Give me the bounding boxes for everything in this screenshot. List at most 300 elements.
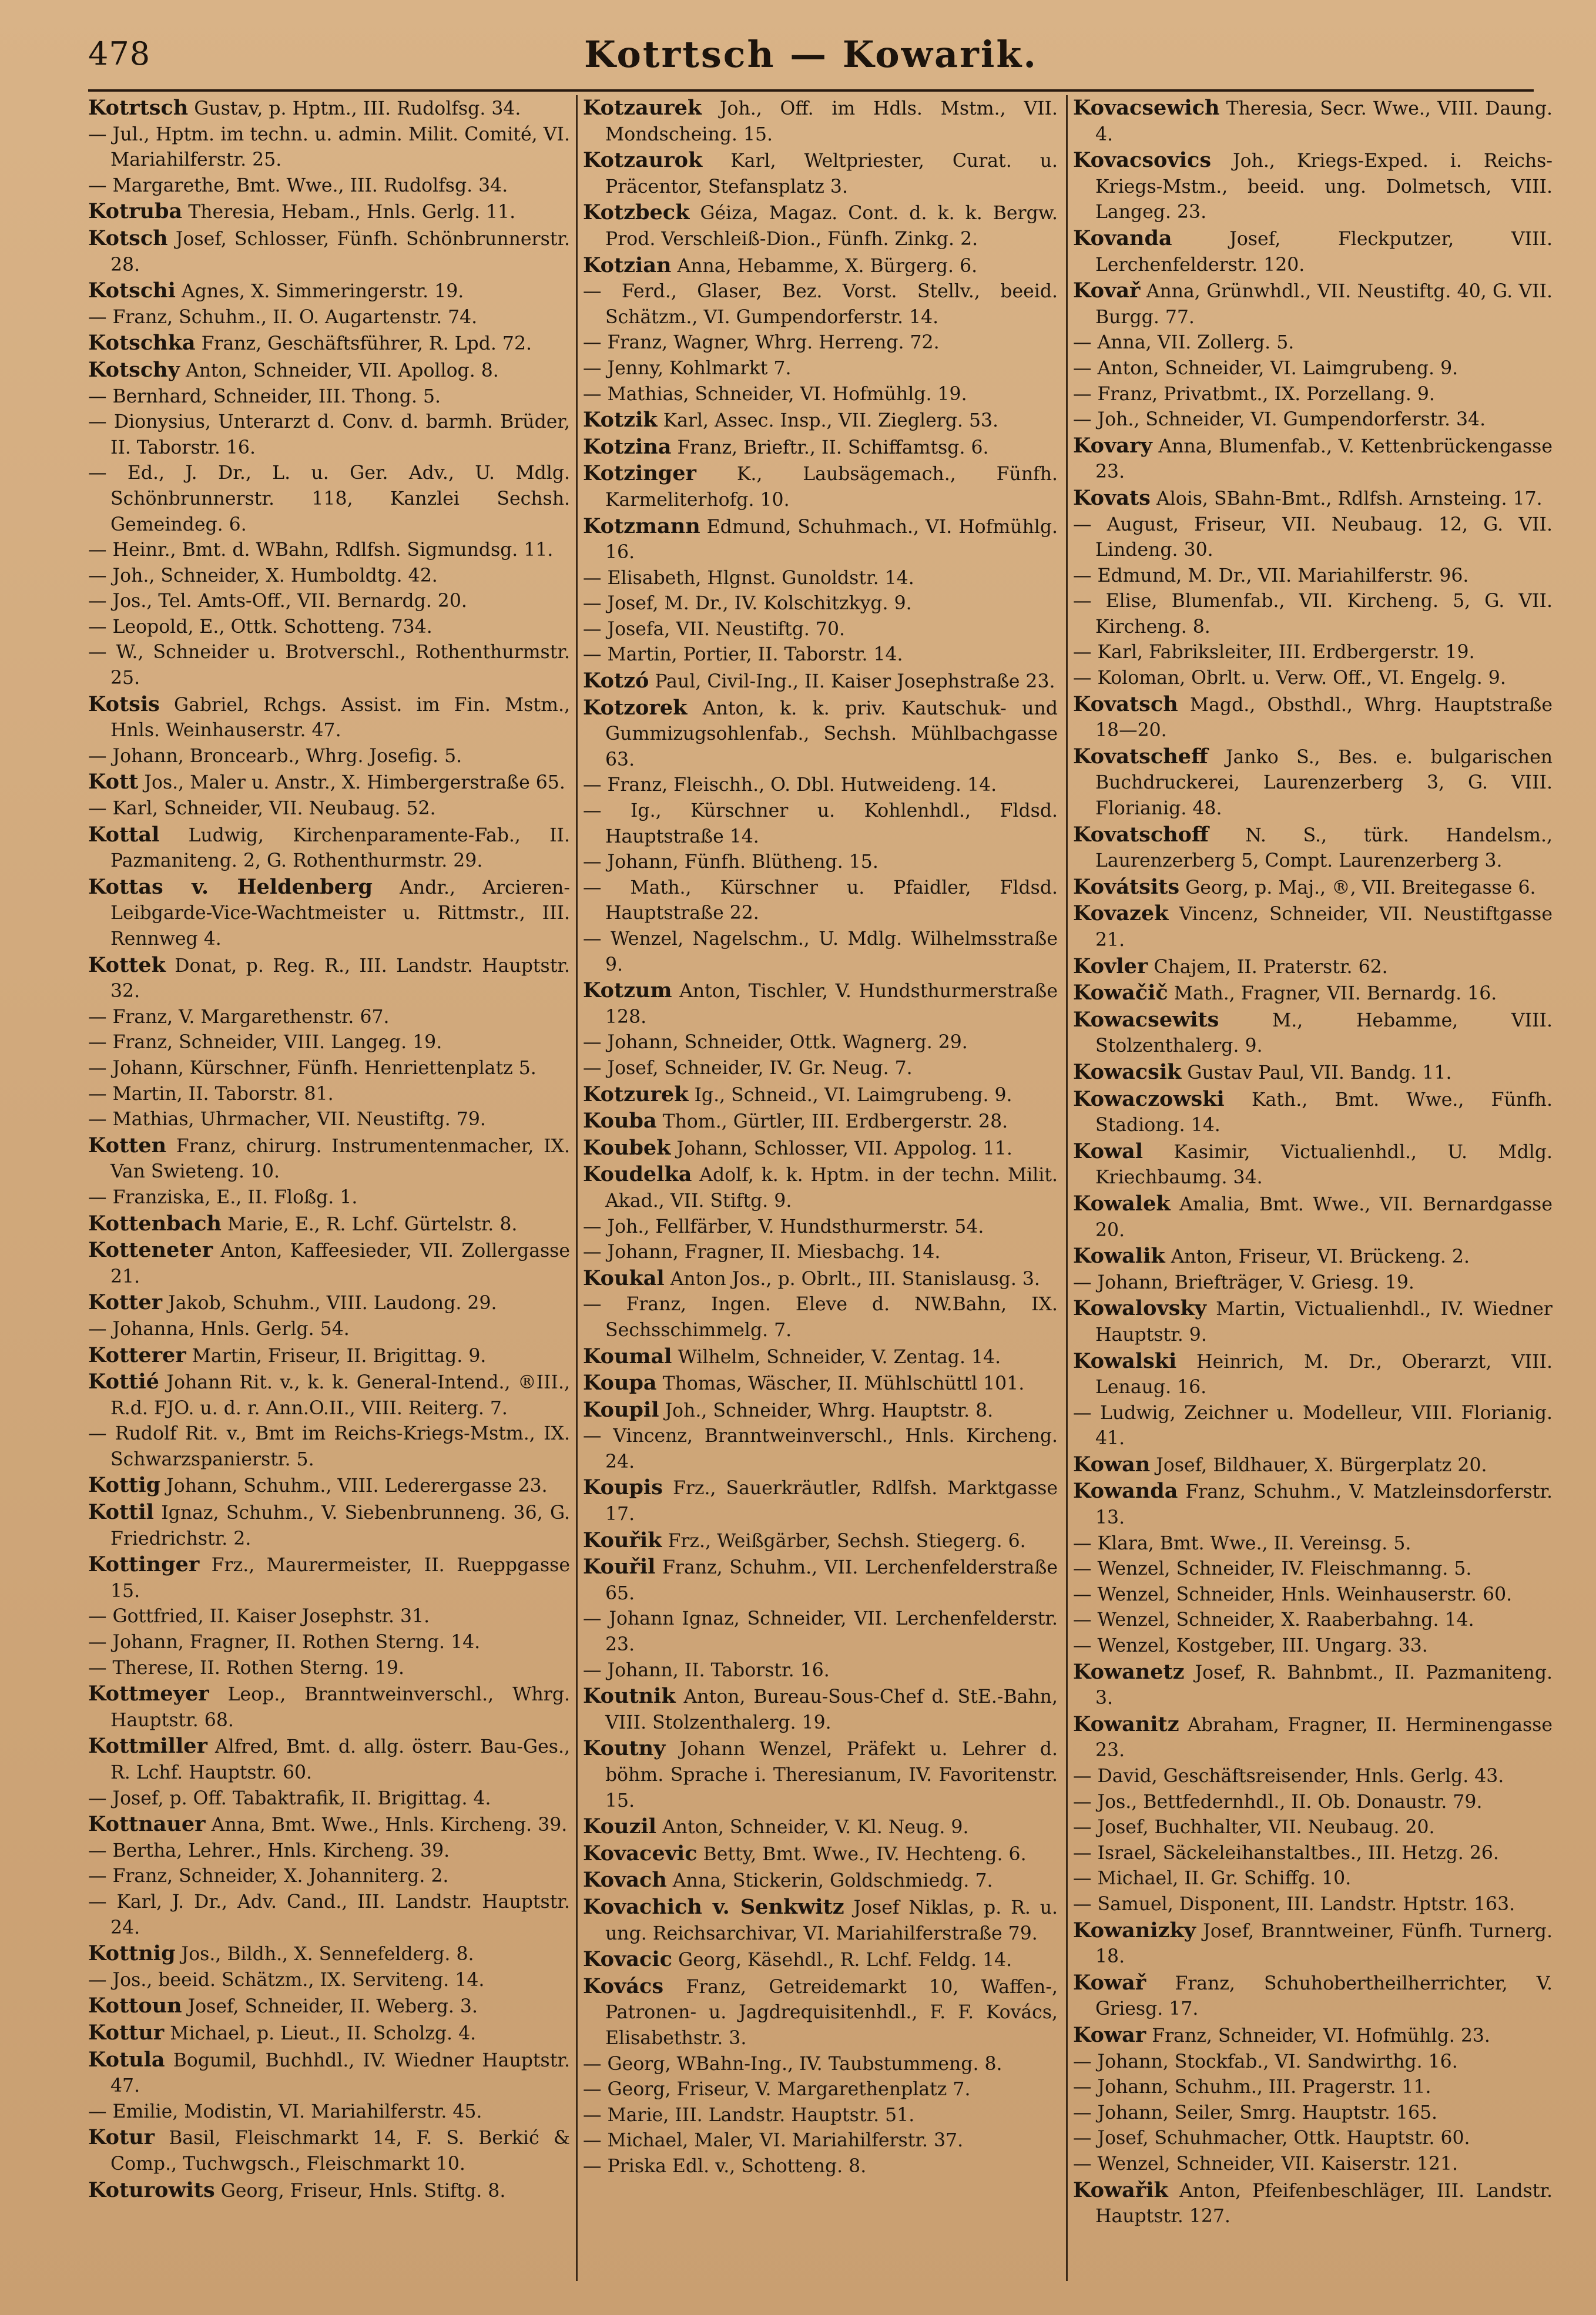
directory-entry — [1073, 278, 1553, 330]
directory-entry — [583, 617, 1058, 643]
entry-details: Math., Fragner, VII. Bernardg. 16. — [1168, 983, 1497, 1005]
entry-surname: Kotterer — [88, 1343, 186, 1367]
directory-entry — [583, 978, 1058, 1030]
entry-details: — Franz, Schuhm., II. O. Augartenstr. 74. — [88, 306, 478, 328]
entry-details: Theresia, Secr. Wwe., VIII. Daung. 4. — [1095, 98, 1553, 145]
directory-entry — [88, 2099, 570, 2125]
directory-entry — [88, 1968, 570, 1994]
entry-surname: Kouzil — [583, 1814, 656, 1839]
entry-surname: Kowar — [1073, 2022, 1146, 2047]
entry-details: Georg, Käsehdl., R. Lchf. Feldg. 14. — [672, 1950, 1012, 1971]
entry-details: Johann, Schlosser, VII. Appolog. 11. — [670, 1138, 1012, 1159]
directory-entry — [88, 692, 570, 744]
directory-entry — [583, 253, 1058, 280]
entry-details: — Ig., Kürschner u. Kohlenhdl., Fldsd. Hauptstraße 14. — [583, 800, 1058, 847]
directory-entry — [583, 1974, 1058, 2052]
entry-details: — Mathias, Uhrmacher, VII. Neustiftg. 79. — [88, 1109, 486, 1130]
directory-entry — [1073, 1531, 1553, 1557]
directory-entry — [583, 1030, 1058, 1056]
directory-entry — [583, 1397, 1058, 1424]
directory-entry — [88, 1890, 570, 1941]
entry-surname: Kottek — [88, 952, 166, 977]
entry-details: Anton, Pfeifenbeschläger, III. Landstr. Hauptstr. 127. — [1095, 2180, 1553, 2227]
directory-entry — [1073, 382, 1553, 408]
directory-entry — [583, 1867, 1058, 1894]
entry-details: — Johann, Schuhm., III. Pragerstr. 11. — [1073, 2076, 1431, 2098]
entry-details: — Josef, M. Dr., IV. Kolschitzkyg. 9. — [583, 593, 912, 615]
directory-entry — [1073, 433, 1553, 485]
directory-entry — [88, 226, 570, 278]
directory-entry — [88, 1681, 570, 1733]
directory-entry — [583, 200, 1058, 252]
directory-entry — [88, 1552, 570, 1604]
entry-details: Betty, Bmt. Wwe., IV. Hechteng. 6. — [697, 1843, 1027, 1865]
entry-surname: Kottig — [88, 1473, 161, 1498]
entry-details: — Johann, Seiler, Smrg. Hauptstr. 165. — [1073, 2102, 1438, 2123]
column-3 — [1073, 95, 1553, 2281]
directory-entry — [583, 514, 1058, 566]
directory-entry — [1073, 2152, 1553, 2178]
entry-surname: Kowal — [1073, 1139, 1144, 1163]
directory-entry — [88, 640, 570, 691]
entry-details: — Anton, Schneider, VI. Laimgrubeng. 9. — [1073, 357, 1458, 379]
entry-details: — W., Schneider u. Brotverschl., Rothenthurmstr. 25. — [88, 642, 570, 689]
directory-entry — [583, 382, 1058, 408]
directory-entry — [583, 1475, 1058, 1527]
directory-entry — [88, 952, 570, 1005]
entry-details: Gabriel, Rchgs. Assist. im Fin. Mstm., Hnls. Weinhauserstr. 47. — [110, 694, 570, 742]
entry-details: — Gottfried, II. Kaiser Josephstr. 31. — [88, 1606, 430, 1628]
directory-entry — [583, 591, 1058, 617]
entry-details: Abraham, Fragner, II. Herminengasse 23. — [1095, 1714, 1553, 1762]
entry-details: Frz., Maurermeister, II. Rueppgasse 15. — [110, 1555, 570, 1602]
column-1 — [88, 95, 570, 2281]
entry-details: — Elise, Blumenfab., VII. Kircheng. 5, G. VII. Kircheng. 8. — [1073, 591, 1553, 638]
directory-entry — [583, 1606, 1058, 1658]
entry-details: Georg, Friseur, Hnls. Stiftg. 8. — [214, 2180, 506, 2202]
directory-entry — [1073, 822, 1553, 874]
entry-surname: Kotschy — [88, 357, 180, 382]
directory-entry — [88, 615, 570, 640]
entry-surname: Kottur — [88, 2020, 165, 2045]
entry-details: Kath., Bmt. Wwe., Fünfh. Stadiong. 14. — [1095, 1089, 1553, 1136]
entry-details: Franz, Getreidemarkt 10, Waffen-, Patronen- u. Jagdrequisitenhdl., F. F. Kovács, Elisabethstr. 3. — [605, 1976, 1058, 2049]
directory-entry — [1073, 1970, 1553, 2022]
directory-entry — [1073, 2101, 1553, 2126]
directory-entry — [583, 330, 1058, 356]
entry-details: Anton, Schneider, VII. Apollog. 8. — [179, 360, 499, 381]
entry-details: Vincenz, Schneider, VII. Neustiftgasse 21. — [1095, 904, 1553, 951]
entry-details: Anton, Tischler, V. Hundsthurmerstraße 128. — [605, 981, 1058, 1028]
entry-details: Josef, Schlosser, Fünfh. Schönbrunnerstr. 28. — [110, 228, 570, 276]
directory-entry — [583, 773, 1058, 798]
entry-surname: Koukal — [583, 1266, 665, 1290]
page-title: Kotrtsch — Kowarik. — [584, 33, 1038, 76]
directory-entry — [88, 1030, 570, 1056]
directory-entry — [88, 1499, 570, 1552]
entry-details: Paul, Civil-Ing., II. Kaiser Josephstraße 23. — [649, 671, 1055, 693]
directory-entry — [88, 410, 570, 461]
directory-entry — [1073, 95, 1553, 147]
directory-entry — [583, 1736, 1058, 1814]
directory-entry — [1073, 1892, 1553, 1918]
directory-entry — [583, 1814, 1058, 1841]
entry-surname: Koubek — [583, 1135, 671, 1160]
directory-entry — [1073, 2178, 1553, 2230]
directory-entry — [88, 199, 570, 226]
directory-entry — [1073, 1633, 1553, 1659]
directory-entry — [88, 1133, 570, 1185]
directory-entry — [583, 1370, 1058, 1397]
entry-details: — Josef, Buchhalter, VII. Neubaug. 20. — [1073, 1817, 1435, 1838]
entry-details: Martin, Victualienhdl., IV. Wiedner Hauptstr. 9. — [1095, 1299, 1553, 1346]
directory-entry — [88, 1811, 570, 1838]
entry-surname: Kovatsch — [1073, 692, 1178, 716]
entry-details: — Georg, WBahn-Ing., IV. Taubstummeng. 8. — [583, 2053, 1002, 2075]
entry-surname: Kowalik — [1073, 1244, 1165, 1269]
entry-details: — Josef, p. Off. Tabaktrafik, II. Brigittag. 4. — [88, 1787, 491, 1809]
directory-entry — [1073, 1866, 1553, 1892]
entry-surname: Kovacsewich — [1073, 96, 1220, 120]
entry-surname: Kotrtsch — [88, 96, 189, 120]
entry-details: — Josef, Schneider, IV. Gr. Neug. 7. — [583, 1057, 913, 1079]
entry-details: Donat, p. Reg. R., III. Landstr. Hauptstr. 32. — [110, 955, 570, 1002]
directory-entry — [88, 1941, 570, 1968]
entry-details: Franz, Schuhobertheilherrichter, V. Griesg. 17. — [1095, 1972, 1553, 2020]
directory-entry — [583, 1528, 1058, 1555]
entry-details: Franz, Geschäftsführer, R. Lpd. 72. — [195, 333, 532, 355]
directory-entry — [88, 1864, 570, 1890]
directory-entry — [88, 874, 570, 952]
entry-details: Heinrich, M. Dr., Oberarzt, VIII. Lenaug. 16. — [1095, 1351, 1553, 1398]
directory-entry — [88, 1993, 570, 2020]
directory-entry — [583, 1344, 1058, 1371]
directory-entry — [88, 2047, 570, 2099]
entry-details: — Jos., beeid. Schätzm., IX. Serviteng. 14. — [88, 1969, 485, 1991]
entry-details: — Emilie, Modistin, VI. Mariahilferstr. 45. — [88, 2101, 482, 2122]
entry-surname: Kovács — [583, 1974, 664, 1998]
directory-entry — [583, 798, 1058, 850]
directory-entry — [88, 1237, 570, 1290]
entry-details: — Bertha, Lehrer., Hnls. Kircheng. 39. — [88, 1840, 450, 1861]
entry-details: Joh., Off. im Hdls. Mstm., VII. Mondscheing. 15. — [605, 98, 1058, 145]
directory-entry — [1073, 589, 1553, 640]
entry-surname: Kotzaurok — [583, 148, 703, 173]
entry-surname: Kowacsewits — [1073, 1007, 1219, 1032]
entry-details: — Dionysius, Unterarzt d. Conv. d. barmh. Brüder, II. Taborstr. 16. — [88, 411, 570, 458]
entry-details: — Johann, Briefträger, V. Griesg. 19. — [1073, 1271, 1414, 1293]
entry-details: Franz, Schuhm., VII. Lerchenfelderstraße 65. — [605, 1557, 1058, 1604]
directory-entry — [1073, 2075, 1553, 2101]
entry-details: — Johann, Fragner, II. Miesbachg. 14. — [583, 1242, 941, 1263]
entry-details: N. S., türk. Handelsm., Laurenzerberg 5, Compt. Laurenzerberg 3. — [1095, 824, 1553, 872]
entry-details: — Edmund, M. Dr., VII. Mariahilferstr. 96. — [1073, 565, 1469, 586]
entry-details: — Bernhard, Schneider, III. Thong. 5. — [88, 385, 441, 407]
directory-entry — [1073, 512, 1553, 563]
entry-details: Chajem, II. Praterstr. 62. — [1148, 956, 1388, 978]
entry-details: — Leopold, E., Ottk. Schotteng. 734. — [88, 616, 432, 638]
entry-surname: Kovacevic — [583, 1841, 698, 1866]
entry-details: — August, Friseur, VII. Neubaug. 12, G. VII. Lindeng. 30. — [1073, 514, 1553, 561]
entry-details: — Franz, Privatbmt., IX. Porzellang. 9. — [1073, 383, 1435, 405]
directory-entry — [88, 1630, 570, 1656]
entry-surname: Kottié — [88, 1370, 159, 1394]
entry-surname: Kotteneter — [88, 1238, 213, 1263]
entry-surname: Kowaczowski — [1073, 1086, 1225, 1111]
entry-details: — Mathias, Schneider, VI. Hofmühlg. 19. — [583, 383, 967, 405]
directory-entry — [1073, 1918, 1553, 1970]
directory-entry — [1073, 2126, 1553, 2152]
entry-surname: Kovachich v. Senkwitz — [583, 1894, 844, 1919]
entry-details: — Joh., Schneider, X. Humboldtg. 42. — [88, 565, 438, 586]
entry-surname: Kottnig — [88, 1941, 176, 1966]
directory-entry — [583, 2154, 1058, 2180]
directory-entry — [583, 356, 1058, 382]
entry-details: — Wenzel, Kostgeber, III. Ungarg. 33. — [1073, 1635, 1428, 1657]
entry-surname: Koutny — [583, 1736, 666, 1761]
entry-surname: Kovacic — [583, 1947, 672, 1972]
entry-details: — Johann, Fünfh. Blütheng. 15. — [583, 851, 879, 873]
entry-details: — Therese, II. Rothen Sterng. 19. — [88, 1657, 404, 1679]
entry-details: — Michael, II. Gr. Schiffg. 10. — [1073, 1868, 1352, 1890]
entry-details: Michael, p. Lieut., II. Scholzg. 4. — [164, 2022, 477, 2044]
entry-details: Josef Niklas, p. R. u. ung. Reichsarchivar, VI. Mariahilferstraße 79. — [605, 1897, 1058, 1944]
entry-details: Anton, Kaffeesieder, VII. Zollergasse 21. — [110, 1240, 570, 1287]
directory-entry — [88, 2125, 570, 2177]
directory-entry — [1073, 1007, 1553, 1059]
directory-entry — [583, 1947, 1058, 1974]
entry-details: — Jos., Tel. Amts-Off., VII. Bernardg. 20. — [88, 591, 467, 612]
directory-entry — [583, 927, 1058, 978]
directory-entry — [88, 1317, 570, 1343]
directory-entry — [583, 1292, 1058, 1343]
entry-surname: Kotzaurek — [583, 96, 702, 120]
entry-details: — Franz, Ingen. Eleve d. NW.Bahn, IX. Sechsschimmelg. 7. — [583, 1294, 1058, 1341]
entry-details: — Johann, Fragner, II. Rothen Sterng. 14. — [88, 1632, 481, 1653]
entry-surname: Kovler — [1073, 954, 1148, 978]
entry-details: — Anna, VII. Zollerg. 5. — [1073, 332, 1295, 354]
entry-surname: Kotula — [88, 2047, 165, 2072]
directory-entry — [583, 1683, 1058, 1736]
entry-surname: Kovař — [1073, 279, 1141, 303]
directory-entry — [88, 796, 570, 822]
entry-surname: Kowanda — [1073, 1479, 1178, 1504]
entry-details: — Rudolf Rit. v., Bmt im Reichs-Kriegs-Mstm., IX. Schwarzspanierstr. 5. — [88, 1423, 570, 1470]
entry-details: Georg, p. Maj., ®, VII. Breitegasse 6. — [1179, 877, 1536, 898]
entry-details: Anna, Bmt. Wwe., Hnls. Kircheng. 39. — [205, 1814, 568, 1836]
entry-surname: Kouřik — [583, 1528, 662, 1552]
entry-surname: Koturowits — [88, 2178, 215, 2202]
entry-details: — Johann Ignaz, Schneider, VII. Lerchenfelderstr. 23. — [583, 1608, 1058, 1656]
entry-surname: Kotten — [88, 1133, 167, 1158]
entry-surname: Kowalski — [1073, 1348, 1177, 1373]
directory-entry — [583, 668, 1058, 695]
directory-entry — [1073, 1296, 1553, 1348]
header-rule — [88, 89, 1534, 92]
directory-entry — [88, 822, 570, 874]
entry-surname: Kottas v. Heldenberg — [88, 874, 373, 899]
entry-surname: Kotzinger — [583, 461, 696, 486]
entry-details: — Wenzel, Schneider, X. Raaberbahng. 14. — [1073, 1609, 1474, 1631]
directory-entry — [583, 2128, 1058, 2154]
directory-entry — [583, 95, 1058, 147]
entry-surname: Kotsis — [88, 692, 160, 716]
entry-details: Thom., Gürtler, III. Erdbergerstr. 28. — [656, 1111, 1008, 1133]
directory-entry — [1073, 1790, 1553, 1816]
directory-entry — [88, 278, 570, 305]
entry-surname: Koupis — [583, 1475, 663, 1500]
entry-details: Adolf, k. k. Hptm. in der techn. Milit. Akad., VII. Stiftg. 9. — [605, 1165, 1058, 1212]
directory-entry — [1073, 147, 1553, 226]
entry-details: K., Laubsägemach., Fünfh. Karmeliterhofg. 10. — [605, 464, 1058, 511]
entry-details: Basil, Fleischmarkt 14, F. S. Berkić & Comp., Tuchwgsch., Fleischmarkt 10. — [110, 2128, 570, 2175]
entry-details: — Heinr., Bmt. d. WBahn, Rdlfsh. Sigmundsg. 11. — [88, 539, 554, 561]
entry-surname: Kott — [88, 770, 139, 794]
entry-surname: Kottenbach — [88, 1211, 222, 1236]
directory-entry — [88, 461, 570, 538]
page-number: 478 — [88, 35, 151, 72]
directory-entry — [88, 1185, 570, 1211]
entry-details: Anton Jos., p. Obrlt., III. Stanislausg. 3. — [664, 1268, 1040, 1290]
directory-entry — [88, 1733, 570, 1786]
directory-entry — [88, 1369, 570, 1421]
entry-surname: Kotschi — [88, 279, 176, 303]
entry-surname: Kovach — [583, 1868, 667, 1893]
entry-surname: Kowanitz — [1073, 1712, 1179, 1736]
directory-entry — [583, 1082, 1058, 1109]
directory-entry — [1073, 1582, 1553, 1608]
entry-details: — Joh., Schneider, VI. Gumpendorferstr. 34. — [1073, 409, 1486, 431]
entry-details: Anna, Stickerin, Goldschmiedg. 7. — [666, 1870, 993, 1892]
entry-details: — Karl, J. Dr., Adv. Cand., III. Landstr. Hauptstr. 24. — [88, 1891, 570, 1938]
entry-details: Amalia, Bmt. Wwe., VII. Bernardgasse 20. — [1095, 1193, 1553, 1241]
directory-entry — [1073, 1059, 1553, 1086]
entry-details: Jakob, Schuhm., VIII. Laudong. 29. — [162, 1293, 497, 1314]
directory-entry — [583, 1554, 1058, 1606]
entry-details: — Franz, V. Margarethenstr. 67. — [88, 1006, 390, 1028]
entry-details: — Ludwig, Zeichner u. Modelleur, VIII. Florianig. 41. — [1073, 1402, 1553, 1450]
directory-entry — [583, 850, 1058, 875]
entry-surname: Kovatscheff — [1073, 744, 1208, 769]
directory-entry — [583, 875, 1058, 927]
entry-details: — Vincenz, Branntweinverschl., Hnls. Kircheng. 24. — [583, 1425, 1058, 1472]
entry-details: Josef, Schneider, II. Weberg. 3. — [182, 1996, 478, 2018]
entry-details: Karl, Assec. Insp., VII. Zieglerg. 53. — [657, 410, 999, 432]
directory-entry — [583, 1424, 1058, 1475]
entry-surname: Koutnik — [583, 1684, 676, 1709]
entry-details: Franz, chirurg. Instrumentenmacher, IX. Van Swieteng. 10. — [110, 1135, 570, 1183]
directory-entry — [583, 695, 1058, 773]
entry-details: Josef, Branntweiner, Fünfh. Turnerg. 18. — [1095, 1920, 1553, 1968]
directory-entry — [1073, 1608, 1553, 1633]
entry-details: Anton, k. k. priv. Kautschuk- und Gummizugsohlenfab., Sechsh. Mühlbachgasse 63. — [605, 697, 1058, 770]
directory-entry — [1073, 1841, 1553, 1867]
entry-surname: Koumal — [583, 1344, 672, 1368]
directory-entry — [1073, 1452, 1553, 1479]
entry-surname: Kotzorek — [583, 695, 688, 720]
entry-surname: Kottinger — [88, 1552, 200, 1577]
entry-details: Josef, Fleckputzer, VIII. Lerchenfelderstr. 120. — [1095, 228, 1553, 276]
entry-surname: Kowař — [1073, 1970, 1146, 1995]
entry-details: Ludwig, Kirchenparamente-Fab., II. Pazmaniteng. 2, G. Rothenthurmstr. 29. — [110, 824, 570, 872]
entry-details: Joh., Schneider, Whrg. Hauptstr. 8. — [659, 1400, 994, 1421]
entry-details: — Wenzel, Schneider, VII. Kaiserstr. 121. — [1073, 2153, 1458, 2175]
directory-entry — [88, 744, 570, 770]
entry-details: — Koloman, Obrlt. u. Verw. Off., VI. Engelg. 9. — [1073, 667, 1506, 689]
directory-entry — [88, 1290, 570, 1317]
entry-surname: Kowacsik — [1073, 1059, 1182, 1084]
entry-surname: Kowalovsky — [1073, 1296, 1207, 1321]
entry-details: — Martin, Portier, II. Taborstr. 14. — [583, 644, 903, 666]
directory-entry — [1073, 980, 1553, 1007]
entry-details: Marie, E., R. Lchf. Gürtelstr. 8. — [221, 1213, 518, 1235]
entry-details: — Georg, Friseur, V. Margarethenplatz 7. — [583, 2079, 971, 2101]
entry-details: Janko S., Bes. e. bulgarischen Buchdruckerei, Laurenzerberg 3, G. VIII. Florianig. 48. — [1095, 746, 1553, 820]
entry-surname: Kottmeyer — [88, 1682, 209, 1706]
directory-entry — [88, 2020, 570, 2047]
entry-surname: Kowanizky — [1073, 1918, 1196, 1942]
entry-surname: Kotzbeck — [583, 200, 690, 225]
directory-entry — [583, 2103, 1058, 2129]
column-2 — [583, 95, 1058, 2281]
entry-details: Agnes, X. Simmeringerstr. 19. — [175, 281, 464, 303]
entry-surname: Kouba — [583, 1109, 657, 1133]
entry-surname: Koudelka — [583, 1162, 692, 1187]
entry-details: — Samuel, Disponent, III. Landstr. Hptstr. 163. — [1073, 1893, 1515, 1915]
directory-entry — [1073, 692, 1553, 744]
entry-details: — Math., Kürschner u. Pfaidler, Fldsd. Hauptstraße 22. — [583, 877, 1058, 924]
directory-entry — [1073, 356, 1553, 382]
entry-details: Johann Wenzel, Präfekt u. Lehrer d. böhm. Sprache i. Theresianum, IV. Favoritenstr. 15. — [605, 1739, 1058, 1811]
directory-entry — [1073, 226, 1553, 278]
entry-details: — Priska Edl. v., Schotteng. 8. — [583, 2155, 867, 2177]
entry-surname: Koupil — [583, 1397, 659, 1422]
entry-details: — Klara, Bmt. Wwe., II. Vereinsg. 5. — [1073, 1532, 1411, 1554]
entry-details: — Franziska, E., II. Floßg. 1. — [88, 1186, 358, 1208]
directory-entry — [88, 1472, 570, 1499]
directory-entry — [88, 384, 570, 410]
entry-details: — Karl, Fabriksleiter, III. Erdbergerstr. 19. — [1073, 642, 1475, 663]
entry-details: — Marie, III. Landstr. Hauptstr. 51. — [583, 2104, 915, 2126]
entry-details: — Johann, Broncearb., Whrg. Josefig. 5. — [88, 745, 462, 767]
entry-surname: Kotzum — [583, 978, 672, 1003]
entry-surname: Kotzina — [583, 434, 672, 459]
entry-surname: Kotzik — [583, 408, 658, 432]
entry-surname: Kovanda — [1073, 226, 1172, 250]
directory-entry — [1073, 330, 1553, 356]
entry-details: — Martin, II. Taborstr. 81. — [88, 1083, 334, 1105]
directory-entry — [1073, 1401, 1553, 1452]
entry-details: Josef, Bildhauer, X. Bürgerplatz 20. — [1150, 1454, 1487, 1476]
entry-surname: Kowanetz — [1073, 1659, 1185, 1684]
directory-entry — [88, 563, 570, 589]
entry-details: — Johann, Schneider, Ottk. Wagnerg. 29. — [583, 1032, 968, 1054]
entry-details: Anton, Friseur, VI. Brückeng. 2. — [1165, 1246, 1470, 1268]
entry-surname: Kouřil — [583, 1555, 656, 1579]
entry-surname: Kottmiller — [88, 1734, 207, 1759]
directory-entry — [88, 173, 570, 199]
entry-surname: Kowačič — [1073, 981, 1168, 1005]
entry-surname: Kotzurek — [583, 1082, 689, 1106]
directory-entry — [583, 407, 1058, 434]
directory-entry — [88, 305, 570, 331]
entry-details: — Wenzel, Nagelschm., U. Mdlg. Wilhelmsstraße 9. — [583, 928, 1058, 975]
entry-details: Joh., Kriegs-Exped. i. Reichs-Kriegs-Mstm., beeid. ung. Dolmetsch, VIII. Langeg. 23. — [1095, 150, 1553, 223]
entry-details: — Franz, Schneider, VIII. Langeg. 19. — [88, 1032, 442, 1054]
entry-details: Martin, Friseur, II. Brigittag. 9. — [186, 1345, 487, 1367]
column-divider — [576, 95, 578, 2281]
entry-details: — David, Geschäftsreisender, Hnls. Gerlg. 43. — [1073, 1766, 1504, 1787]
